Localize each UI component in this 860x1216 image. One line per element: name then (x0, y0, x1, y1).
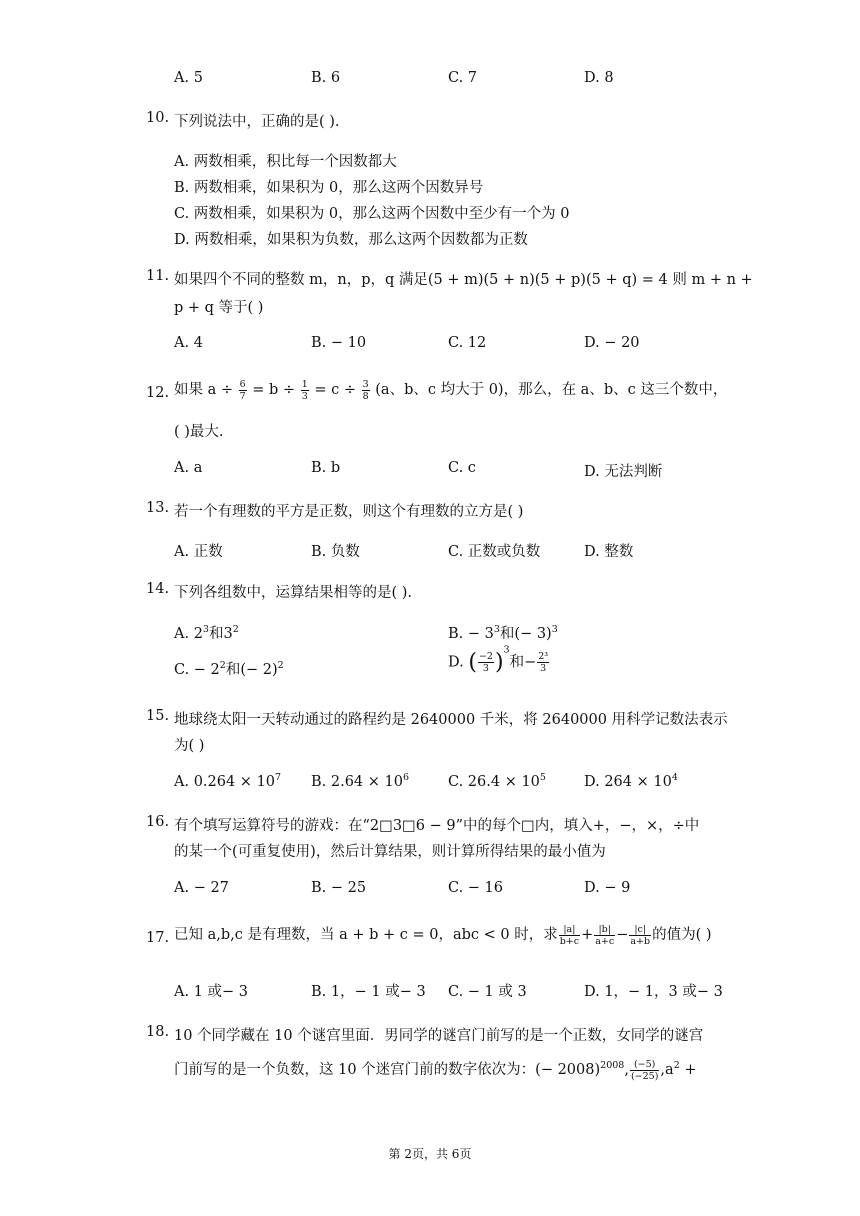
q18-stem-line1: 10 个同学藏在 10 个谜宫里面．男同学的谜宫门前写的是一个正数，女同学的谜宫 (174, 1028, 704, 1044)
q9-option-b: B. 6 (311, 70, 341, 86)
q10-option-a: A. 两数相乘，积比每一个因数都大 (174, 154, 397, 170)
q12-option-d: D. 无法判断 (584, 464, 663, 480)
q12-number: 12. (146, 385, 170, 401)
q16-number: 16. (146, 814, 170, 830)
q11-stem-line1: 如果四个不同的整数 m，n，p，q 满足(5 + m)(5 + n)(5 + p)(5 + q) = 4 则 m + n + (174, 272, 753, 288)
q15-stem-line1: 地球绕太阳一天转动通过的路程约是 2640000 千米，将 2640000 用科学记数法表示 (174, 712, 728, 728)
q12-stem-pre: 如果 a ÷ (174, 382, 234, 398)
q9-option-c: C. 7 (448, 70, 478, 86)
q14-stem: 下列各组数中，运算结果相等的是( ). (174, 585, 413, 601)
q15-stem-line2: 为( ) (174, 738, 205, 754)
q17-number: 17. (146, 930, 170, 946)
q13-stem: 若一个有理数的平方是正数，则这个有理数的立方是( ) (174, 504, 524, 520)
q17-stem: 已知 a,b,c 是有理数，当 a + b + c = 0，abc < 0 时，求 $\frac{|a|}{b+c}$ + $\frac{|b|}{a+c}$ − $\frac{|c|}{a+b}$ 的值为( ) (174, 923, 712, 947)
q12-stem-mid2: = c ÷ (314, 382, 356, 398)
q13-option-d: D. 整数 (584, 544, 634, 560)
q14-number: 14. (146, 581, 170, 597)
q9-option-a: A. 5 (174, 70, 203, 86)
q11-option-c: C. 12 (448, 335, 487, 351)
q15-option-b: B. $2.64 \times 10^6$ (311, 772, 410, 790)
q18-number: 18. (146, 1024, 170, 1040)
q14-option-d: D. ( $\frac{-2}{3}$ )$^3$和− $\frac{\text{2³}}{3}$ (448, 644, 549, 675)
q12-fraction-3: $\frac{3}{8}$ (362, 378, 369, 402)
q15-option-c: C. $26.4 \times 10^5$ (448, 772, 546, 790)
q14-option-c: C. − $2^2$和(− 2)$^2$ (174, 660, 284, 678)
q12-option-a: A. a (174, 460, 203, 476)
q12-stem-mid1: = b ÷ (252, 382, 296, 398)
q13-option-c: C. 正数或负数 (448, 544, 541, 560)
q9-option-d: D. 8 (584, 70, 614, 86)
q10-option-d: D. 两数相乘，如果积为负数，那么这两个因数都为正数 (174, 232, 528, 248)
q12-fraction-1: $\frac{6}{7}$ (239, 378, 246, 402)
q12-fraction-2: $\frac{1}{3}$ (301, 378, 308, 402)
q17-option-b: B. 1，− 1 或− 3 (311, 984, 426, 1000)
q18-stem-line2: 门前写的是一个负数，这 10 个迷宫门前的数字依次为：(− 2008)$^{2008}$, $\frac{(-5)}{(-25)}$ $,a^2$ + (174, 1058, 697, 1082)
q10-option-b: B. 两数相乘，如果积为 0，那么这两个因数异号 (174, 180, 484, 196)
q16-stem-line2: 的某一个(可重复使用)，然后计算结果，则计算所得结果的最小值为 (174, 844, 606, 860)
q11-option-a: A. 4 (174, 335, 203, 351)
q11-stem-line2: p + q 等于( ) (174, 300, 264, 316)
q15-number: 15. (146, 708, 170, 724)
q14-option-b: B. − $3^3$和(− 3)$^3$ (448, 624, 558, 642)
q17-option-c: C. − 1 或 3 (448, 984, 527, 1000)
q12-option-b: B. b (311, 460, 341, 476)
q16-option-d: D. − 9 (584, 880, 631, 896)
q13-option-b: B. 负数 (311, 544, 360, 560)
page-footer: 第 2页，共 6页 (388, 1147, 472, 1161)
q13-number: 13. (146, 500, 170, 516)
q10-stem: 下列说法中，正确的是( ). (174, 114, 340, 130)
q11-number: 11. (146, 268, 170, 284)
q11-option-b: B. − 10 (311, 335, 367, 351)
q14-option-a: A. $2^3$和$3^2$ (174, 624, 239, 642)
q12-stem-line2: ( )最大. (174, 424, 224, 440)
q16-option-a: A. − 27 (174, 880, 229, 896)
q16-option-b: B. − 25 (311, 880, 367, 896)
q17-option-a: A. 1 或− 3 (174, 984, 249, 1000)
q11-option-d: D. − 20 (584, 335, 640, 351)
q12-stem-post: (a、b、c 均大于 0)，那么，在 a、b、c 这三个数中， (375, 382, 728, 398)
q16-stem-line1: 有个填写运算符号的游戏：在“2□3□6 − 9”中的每个□内，填入+，−，×，÷中 (174, 818, 700, 834)
q13-option-a: A. 正数 (174, 544, 223, 560)
q12-option-c: C. c (448, 460, 476, 476)
q10-number: 10. (146, 110, 170, 126)
q16-option-c: C. − 16 (448, 880, 504, 896)
q15-option-a: A. $0.264 \times 10^7$ (174, 772, 282, 790)
q12-stem-line1 (174, 378, 727, 402)
q17-option-d: D. 1，− 1，3 或− 3 (584, 984, 723, 1000)
q10-option-c: C. 两数相乘，如果积为 0，那么这两个因数中至少有一个为 0 (174, 206, 570, 222)
q15-option-d: D. $264 \times 10^4$ (584, 772, 678, 790)
